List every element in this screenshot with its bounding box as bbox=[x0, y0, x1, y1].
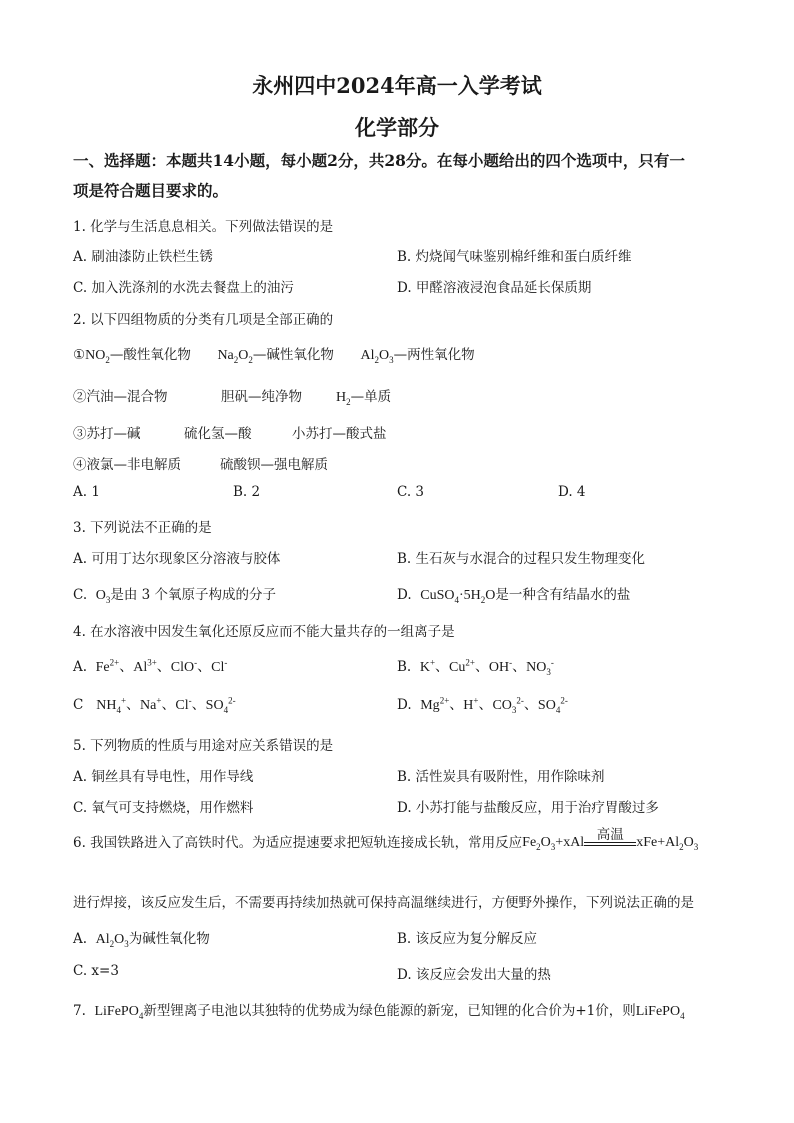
q1-stem: 1. 化学与生活息息相关。下列做法错误的是 bbox=[73, 219, 334, 235]
q2-group2-c-wrap bbox=[336, 385, 391, 406]
q2-option-b: B. 2 bbox=[233, 484, 261, 500]
q2-group2-a: ②汽油—混合物 bbox=[73, 389, 168, 405]
q6-option-c: C. x=3 bbox=[73, 963, 119, 979]
q3-option-c-text: 是由 3 个氧原子构成的分子 bbox=[110, 587, 277, 603]
q4-option-a bbox=[73, 656, 227, 676]
formula-lifepo4: LiFePO$_4$ bbox=[94, 1004, 144, 1021]
q5-option-a: A. 铜丝具有导电性，用作导线 bbox=[73, 769, 254, 785]
q2-group4-a: ④液氯—非电解质 bbox=[73, 457, 181, 473]
q4-option-b-label: B. bbox=[397, 659, 412, 675]
q4-option-d bbox=[397, 694, 568, 714]
q4-option-c-label: C bbox=[73, 697, 84, 713]
q5-option-d: D. 小苏打能与盐酸反应，用于治疗胃酸过多 bbox=[397, 800, 659, 816]
q3-option-d bbox=[397, 583, 630, 604]
q3-option-c-label: C. bbox=[73, 587, 88, 603]
q6-stem-line1 bbox=[73, 828, 698, 851]
formula-no2: $NO_2$ bbox=[85, 348, 110, 365]
q3-option-d-text: 是一种含有结晶水的盐 bbox=[495, 587, 631, 603]
exam-subtitle: 化学部分 bbox=[355, 115, 439, 140]
formula-o3: $O_3$ bbox=[95, 588, 111, 605]
q7-stem bbox=[73, 999, 685, 1020]
q4-option-c-ions: $NH_4^+$、Na+、Cl-、$SO_4^{2-}$ bbox=[96, 695, 236, 715]
q5-option-b: B. 活性炭具有吸附性，用作除味剂 bbox=[397, 769, 605, 785]
formula-lifepo4-2: LiFePO$_4$ bbox=[635, 1004, 685, 1021]
q6-reactants: $Fe_2O_3+xAl$ bbox=[522, 835, 585, 852]
q3-option-b: B. 生石灰与水混合的过程只发生物理变化 bbox=[397, 551, 646, 567]
q2-group1-num: ① bbox=[73, 347, 86, 363]
q2-group1-b: —碱性氧化物 bbox=[252, 347, 334, 363]
q4-option-b-ions: K+、$Cu^{2+}$、OH-、$NO_3^-$ bbox=[419, 657, 554, 677]
q4-option-a-ions: $Fe^{2+}$、$Al^{3+}$、ClO-、Cl- bbox=[95, 657, 228, 675]
q2-group1-a: —酸性氧化物 bbox=[109, 347, 191, 363]
q1-option-d: D. 甲醛溶液浸泡食品延长保质期 bbox=[397, 280, 592, 296]
q2-group1 bbox=[73, 343, 475, 364]
q5-option-c: C. 氧气可支持燃烧，用作燃料 bbox=[73, 800, 254, 816]
q6-stem-line2: 进行焊接，该反应发生后，不需要再持续加热就可保持高温继续进行，方便野外操作，下列说法正确的是 bbox=[73, 895, 694, 911]
formula-na2o2: $Na_2O_2$ bbox=[217, 348, 253, 365]
exam-title: 永州四中2024年高一入学考试 bbox=[252, 73, 542, 98]
q3-option-d-label: D. bbox=[397, 587, 412, 603]
section-heading-line2: 项是符合题目要求的。 bbox=[73, 181, 229, 200]
q6-option-b: B. 该反应为复分解反应 bbox=[397, 931, 538, 947]
q2-group4-b: 硫酸钡—强电解质 bbox=[220, 457, 328, 473]
q2-option-c: C. 3 bbox=[397, 484, 425, 500]
q6-option-a-label: A. bbox=[73, 931, 88, 947]
q3-option-c bbox=[73, 583, 276, 604]
q7-text: 新型锂离子电池以其独特的优势成为绿色能源的新宠，已知锂的化合价为+1价，则 bbox=[143, 1003, 636, 1019]
q4-option-b bbox=[397, 656, 554, 676]
q1-option-c: C. 加入洗涤剂的水洗去餐盘上的油污 bbox=[73, 280, 294, 296]
q6-condition: 高温 bbox=[596, 827, 624, 843]
q4-option-d-label: D. bbox=[397, 697, 412, 713]
q3-stem: 3. 下列说法不正确的是 bbox=[73, 520, 212, 536]
section-heading-line1: 一、选择题：本题共14小题，每小题2分，共28分。在每小题给出的四个选项中，只有一 bbox=[73, 151, 685, 170]
q4-option-c bbox=[73, 694, 236, 714]
q1-option-a: A. 刷油漆防止铁栏生锈 bbox=[73, 249, 213, 265]
section-heading bbox=[73, 146, 728, 206]
formula-cuso4-5h2o: $CuSO_4\cdot 5H_2O$ bbox=[420, 588, 496, 605]
q6-option-d: D. 该反应会发出大量的热 bbox=[397, 967, 551, 983]
q2-group2-c: —单质 bbox=[350, 389, 392, 405]
q4-option-d-ions: $Mg^{2+}$、H+、$CO_3^{2-}$、$SO_4^{2-}$ bbox=[420, 695, 568, 715]
q2-group3-b: 硫化氢—酸 bbox=[184, 426, 252, 442]
q2-group3-c: 小苏打—酸式盐 bbox=[292, 426, 387, 442]
formula-al2o3: $Al_2O_3$ bbox=[360, 348, 394, 365]
q3-option-a: A. 可用丁达尔现象区分溶液与胶体 bbox=[73, 551, 281, 567]
q6-stem: 6. 我国铁路进入了高铁时代。为适应提速要求把短轨连接成长轨，常用反应 bbox=[73, 835, 523, 851]
q2-stem: 2. 以下四组物质的分类有几项是全部正确的 bbox=[73, 312, 334, 328]
q1-option-b: B. 灼烧闻气味鉴别棉纤维和蛋白质纤维 bbox=[397, 249, 632, 265]
q6-condition-arrow bbox=[584, 828, 636, 851]
q6-option-a bbox=[73, 927, 210, 948]
q4-stem: 4. 在水溶液中因发生氧化还原反应而不能大量共存的一组离子是 bbox=[73, 624, 455, 640]
q7-number: 7. bbox=[73, 1003, 86, 1019]
q4-option-a-label: A. bbox=[73, 659, 88, 675]
q2-group2-b: 胆矾—纯净物 bbox=[221, 389, 302, 405]
q2-group3-a: ③苏打—碱 bbox=[73, 426, 141, 442]
formula-h2: $H_2$ bbox=[336, 390, 351, 407]
q2-option-a: A. 1 bbox=[73, 484, 100, 500]
q6-products: $xFe+Al_2O_3$ bbox=[636, 835, 699, 852]
q2-group1-c: —两性氧化物 bbox=[393, 347, 475, 363]
q2-option-d: D. 4 bbox=[558, 484, 586, 500]
formula-al2o3-q6: $Al_2O_3$ bbox=[95, 932, 129, 949]
q5-stem: 5. 下列物质的性质与用途对应关系错误的是 bbox=[73, 738, 334, 754]
q6-option-a-text: 为碱性氧化物 bbox=[128, 931, 210, 947]
